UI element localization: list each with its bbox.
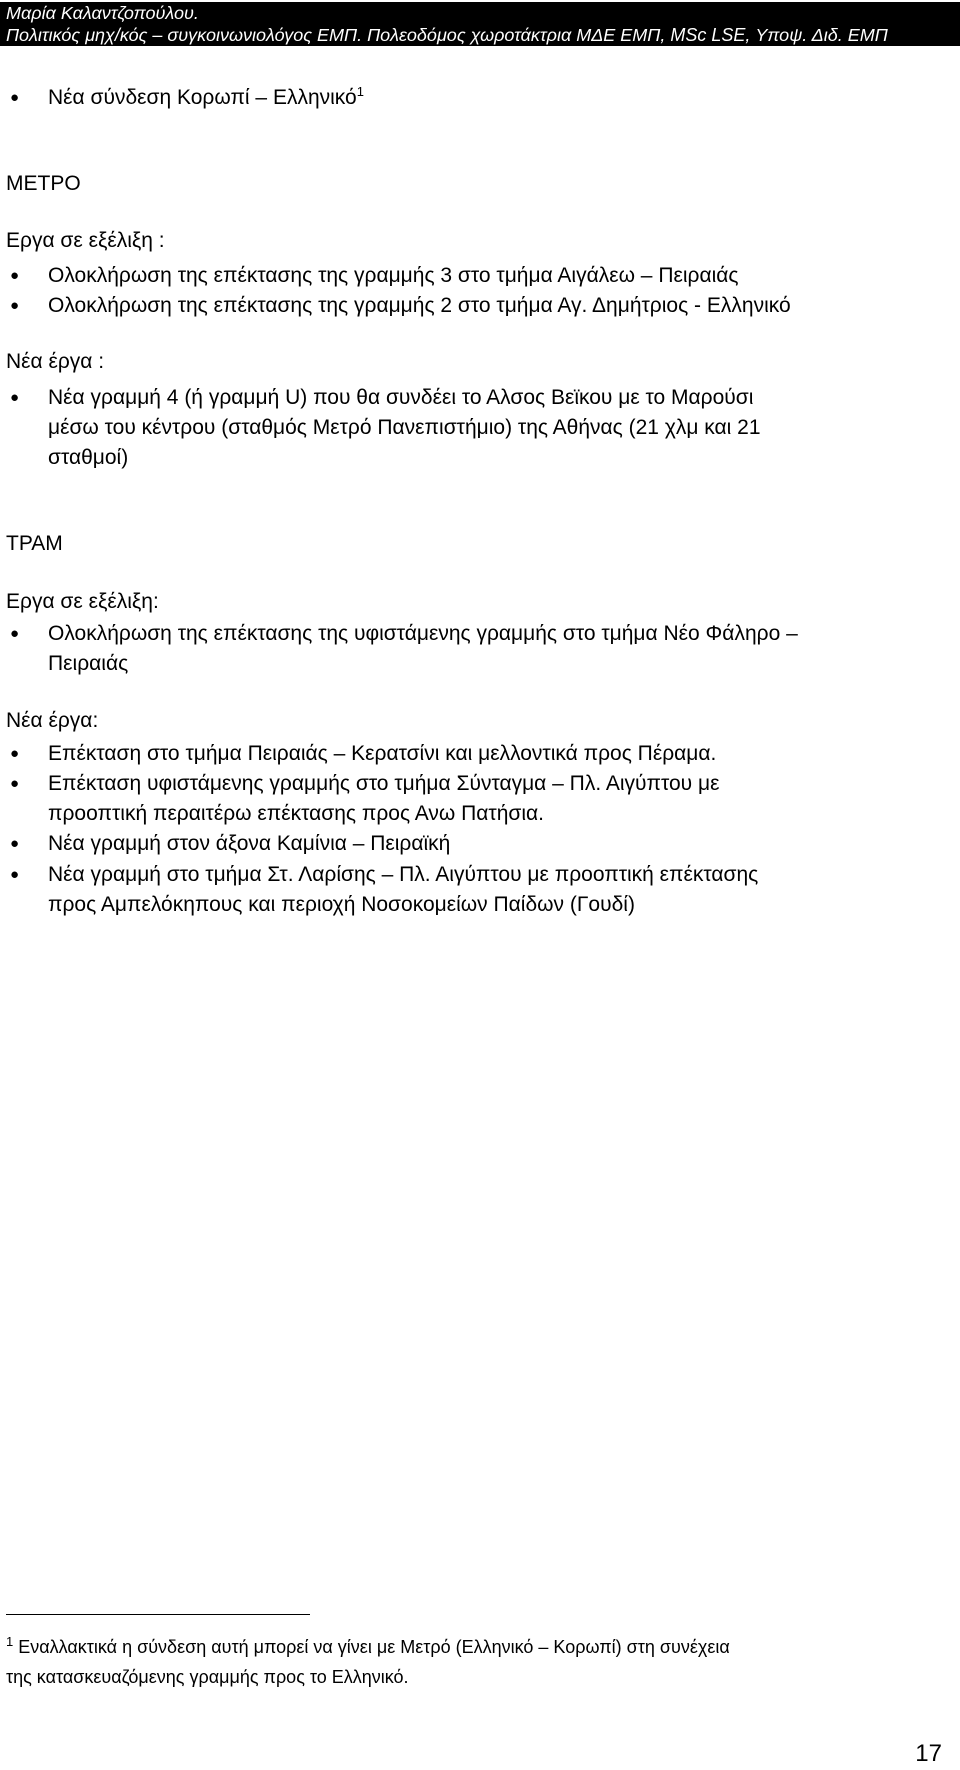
list-item-line: Επέκταση υφιστάμενης γραμμής στο τμήμα Σύνταγμα – Πλ. Αιγύπτου με — [48, 772, 720, 795]
intro-item — [48, 84, 364, 112]
list-item-line: Νέα γραμμή στο τμήμα Στ. Λαρίσης – Πλ. Αιγύπτου με προοπτική επέκτασης — [48, 863, 759, 886]
list-item-line: Επέκταση στο τμήμα Πειραιάς – Κερατσίνι και μελλοντικά προς Πέραμα. — [48, 742, 717, 765]
bullet-icon: ● — [10, 745, 20, 762]
metro-new-heading: Νέα έργα : — [6, 350, 105, 373]
footnote — [6, 1632, 730, 1662]
list-item-line: προοπτική περαιτέρω επέκτασης προς Ανω Πατήσια. — [48, 802, 544, 825]
bullet-icon: ● — [10, 835, 20, 852]
header-credentials: Πολιτικός μηχ/κός – συγκοινωνιολόγος ΕΜΠ. Πολεοδόμος χωροτάκτρια ΜΔΕ ΕΜΠ, MSc LSE, Υποψ. Διδ. ΕΜΠ — [6, 25, 888, 45]
header-author: Μαρία Καλαντζοπούλου. — [6, 3, 199, 23]
tram-title: ΤΡΑΜ — [6, 532, 63, 555]
list-item-line: Νέα γραμμή στον άξονα Καμίνια – Πειραϊκή — [48, 832, 451, 855]
intro-item-text: Νέα σύνδεση Κορωπί – Ελληνικό — [48, 86, 357, 109]
footnote-separator — [6, 1614, 310, 1615]
footnote-reference: 1 — [356, 84, 364, 99]
footnote-text-line2: της κατασκευαζόμενης γραμμής προς το Ελληνικό. — [6, 1667, 409, 1687]
footnote-text-line1: Εναλλακτικά η σύνδεση αυτή μπορεί να γίνει με Μετρό (Ελληνικό – Κορωπί) στη συνέχεια — [18, 1637, 730, 1657]
metro-title: ΜΕΤΡΟ — [6, 172, 81, 195]
bullet-icon: ● — [10, 297, 20, 314]
bullet-icon: ● — [10, 389, 20, 406]
list-item-line: Πειραιάς — [48, 652, 129, 675]
footnote-mark: 1 — [6, 1634, 14, 1649]
tram-new-heading: Νέα έργα: — [6, 709, 99, 732]
list-item-line: σταθμοί) — [48, 446, 129, 469]
bullet-icon: ● — [10, 625, 20, 642]
list-item-line: μέσω του κέντρου (σταθμός Μετρό Πανεπιστήμιο) της Αθήνας (21 χλμ και 21 — [48, 416, 761, 439]
list-item-line: Νέα γραμμή 4 (ή γραμμή U) που θα συνδέει το Αλσος Βεϊκου με το Μαρούσι — [48, 386, 754, 409]
tram-in-progress-heading: Εργα σε εξέλιξη: — [6, 590, 159, 613]
bullet-icon: ● — [10, 267, 20, 284]
page-number: 17 — [915, 1740, 942, 1767]
list-item-line: Ολοκλήρωση της επέκτασης της υφιστάμενης γραμμής στο τμήμα Νέο Φάληρο – — [48, 622, 798, 645]
bullet-icon: ● — [10, 775, 20, 792]
page-header — [0, 2, 960, 46]
bullet-icon: ● — [10, 89, 20, 106]
list-item: Ολοκλήρωση της επέκτασης της γραμμής 3 στο τμήμα Αιγάλεω – Πειραιάς — [48, 264, 739, 287]
list-item-line: προς Αμπελόκηπους και περιοχή Νοσοκομείων Παίδων (Γουδί) — [48, 893, 635, 916]
list-item: Ολοκλήρωση της επέκτασης της γραμμής 2 στο τμήμα Αγ. Δημήτριος - Ελληνικό — [48, 294, 791, 317]
bullet-icon: ● — [10, 866, 20, 883]
metro-in-progress-heading: Εργα σε εξέλιξη : — [6, 229, 165, 252]
